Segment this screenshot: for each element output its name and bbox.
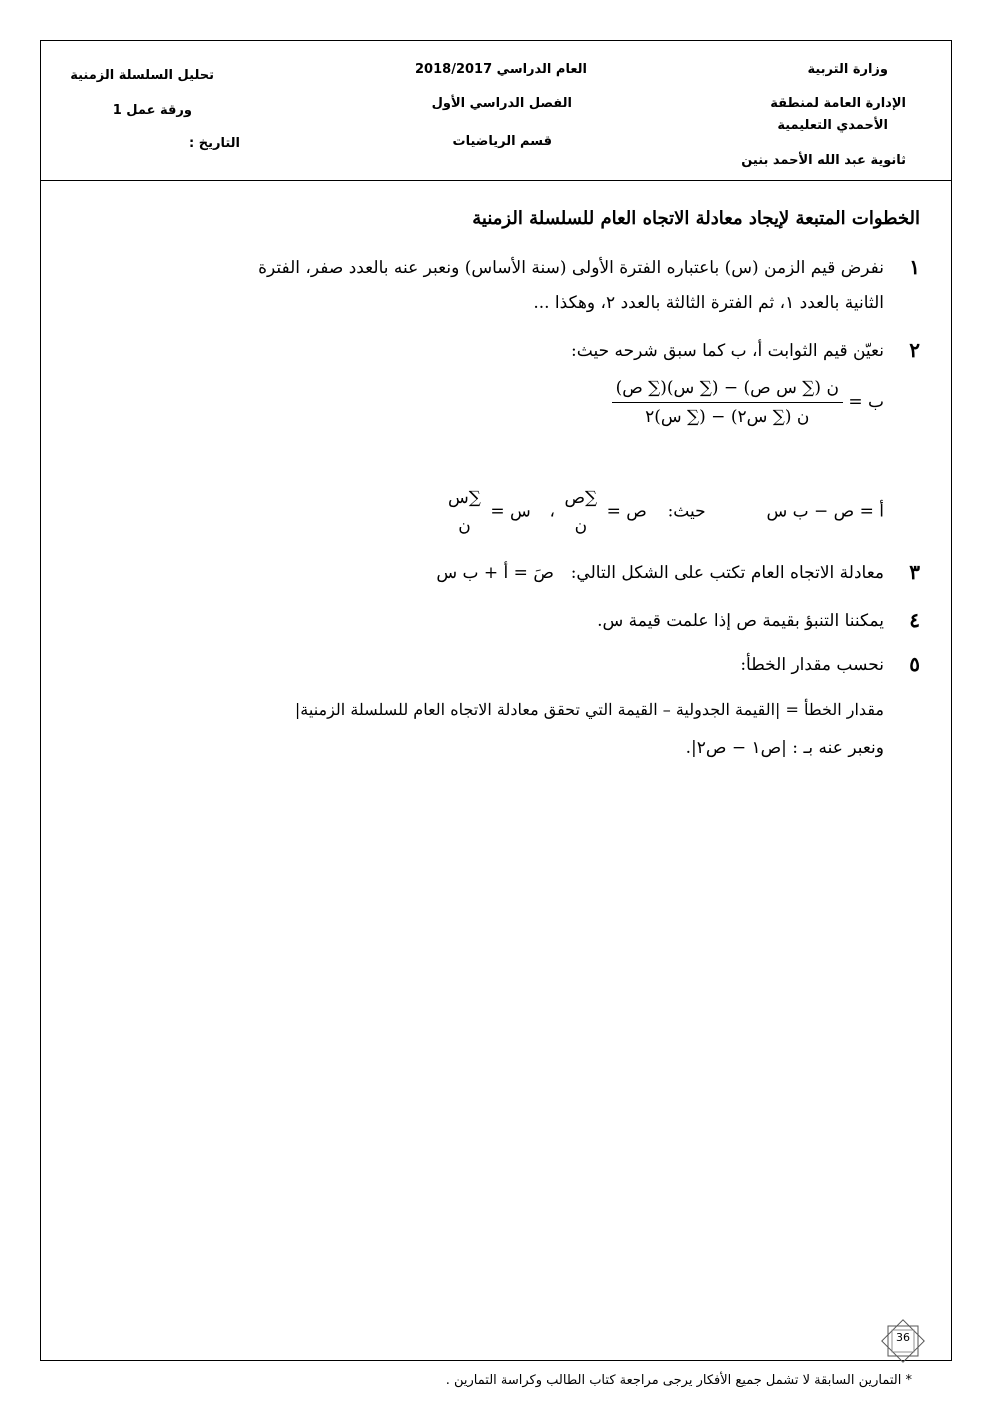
step-1-number: ١: [909, 255, 920, 279]
page-title: الخطوات المتبعة لإيجاد معادلة الاتجاه العام للسلسلة الزمنية: [472, 208, 920, 229]
formula-b-lhs: ب =: [848, 392, 884, 412]
ybar-numerator: ∑ص: [564, 488, 598, 508]
page-number: 36: [896, 1331, 910, 1344]
header-divider: [40, 180, 952, 181]
xbar-denominator: ن: [458, 516, 471, 536]
step-2-text: نعيّن قيم الثوابت أ، ب كما سبق شرحه حيث:: [571, 341, 884, 361]
department: قسم الرياضيات: [452, 134, 552, 149]
formula-b-fraction: [612, 378, 843, 427]
mean-separator: ،: [549, 501, 556, 522]
step-3-number: ٣: [909, 560, 920, 584]
ybar-lhs: ص =: [606, 501, 647, 522]
step-2-number: ٢: [909, 338, 920, 362]
directorate-line2: الأحمدي التعليمية: [777, 118, 888, 133]
step-4-text: يمكننا التنبؤ بقيمة ص إذا علمت قيمة س.: [597, 611, 884, 631]
worksheet-number: ورقة عمل 1: [112, 103, 192, 118]
where-label: حيث:: [667, 501, 706, 522]
trend-equation: صَ = أ + ب س: [436, 563, 554, 583]
formula-a-row: [444, 488, 884, 536]
error-definition: مقدار الخطأ = |القيمة الجدولية – القيمة التي تحقق معادلة الاتجاه العام للسلسلة الزمنية|: [294, 700, 884, 719]
date-label: التاريخ :: [189, 136, 240, 151]
footer-note: * التمارين السابقة لا تشمل جميع الأفكار يرجى مراجعة كتاب الطالب وكراسة التمارين .: [445, 1373, 912, 1388]
xbar-numerator: ∑س: [448, 488, 481, 508]
step-5-text: نحسب مقدار الخطأ:: [740, 655, 884, 675]
semester: الفصل الدراسي الأول: [431, 96, 572, 111]
formula-a: أ = ص − ب س: [766, 501, 884, 522]
step-1-line-1: نفرض قيم الزمن (س) باعتباره الفترة الأولى (سنة الأساس) ونعبر عنه بالعدد صفر، الفترة: [258, 258, 884, 278]
ministry-name: وزارة التربية: [807, 62, 888, 77]
error-notation: ونعبر عنه بـ : |ص١ − ص٢|.: [685, 738, 884, 758]
directorate-line1: الإدارة العامة لمنطقة: [770, 96, 906, 111]
step-4-number: ٤: [909, 608, 920, 632]
ybar-fraction: [560, 488, 601, 536]
topic: تحليل السلسلة الزمنية: [70, 68, 214, 83]
step-3-text: معادلة الاتجاه العام تكتب على الشكل التالي:: [570, 563, 884, 583]
xbar-lhs: س =: [490, 501, 531, 522]
school-name: ثانوية عبد الله الأحمد بنين: [741, 153, 906, 168]
xbar-fraction: [444, 488, 485, 536]
step-5-number: ٥: [909, 652, 920, 676]
ybar-denominator: ن: [574, 516, 588, 536]
formula-b-denominator: ن (∑ س٢) − (∑ س)٢: [645, 407, 810, 427]
academic-year: العام الدراسي 2018/2017: [415, 62, 587, 77]
formula-b: [612, 378, 884, 427]
step-3-row: [436, 563, 884, 583]
formula-b-numerator: ن (∑ س ص) − (∑ س)(∑ ص): [612, 378, 843, 403]
step-1-line-2: الثانية بالعدد ١، ثم الفترة الثالثة بالعدد ٢، وهكذا ...: [533, 293, 884, 313]
